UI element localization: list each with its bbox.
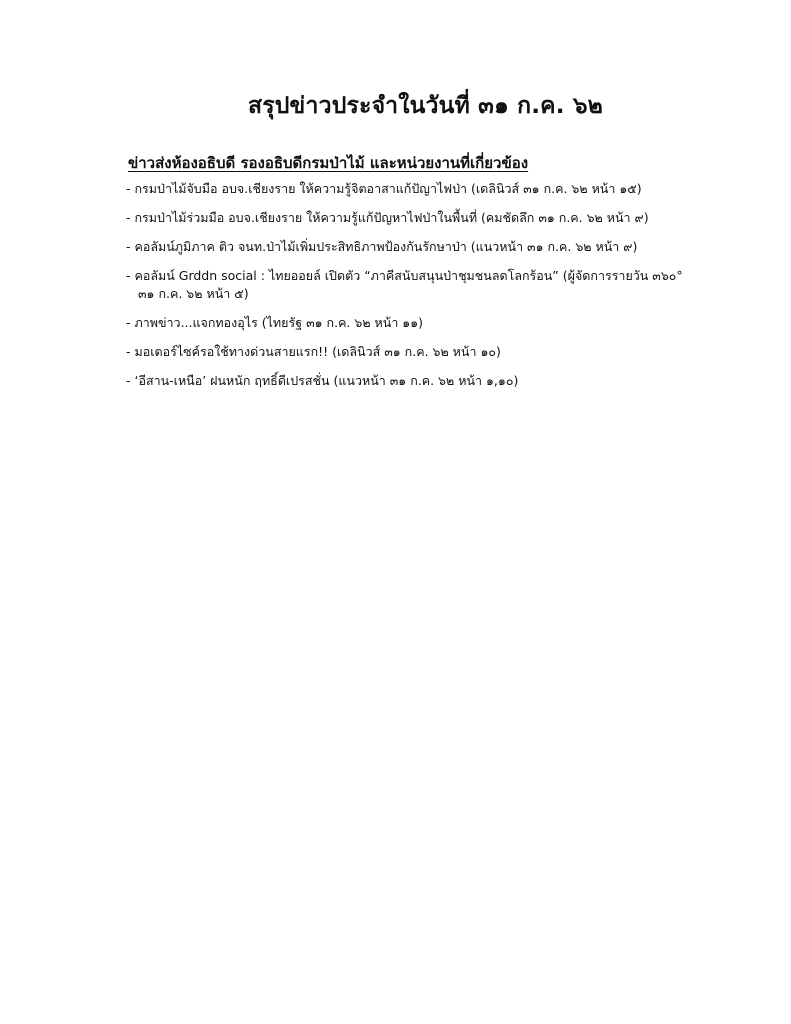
news-item-text: - คอลัมน์ Grddn social : ไทยออยล์ เปิดตัว “ภาคีสนับสนุนป่าชุมชนลดโลกร้อน” (ผู้จัดการรายวัน ๓๖๐° (126, 268, 683, 283)
list-item (126, 343, 686, 361)
news-item-text: - กรมป่าไม้ร่วมมือ อบจ.เชียงราย ให้ความรู้แก้ปัญหาไฟป่าในพื้นที่ (คมชัดลึก ๓๑ ก.ค. ๖๒ หน้า ๙) (126, 210, 649, 225)
section-heading: ข่าวส่งห้องอธิบดี รองอธิบดีกรมป่าไม้ และหน่วยงานที่เกี่ยวข้อง (128, 154, 529, 172)
news-item-text: - มอเตอร์ไซค์รอใช้ทางด่วนสายแรก!! (เดลินิวส์ ๓๑ ก.ค. ๖๒ หน้า ๑๐) (126, 344, 501, 359)
news-item-text-continued: ๓๑ ก.ค. ๖๒ หน้า ๕) (138, 286, 249, 301)
news-item-text: - กรมป่าไม้จับมือ อบจ.เชียงราย ให้ความรู้จิตอาสาแก้ปัญาไฟป่า (เดลินิวส์ ๓๑ ก.ค. ๖๒ หน้า ๑๕) (126, 181, 642, 196)
list-item (126, 209, 686, 227)
news-list (126, 180, 686, 401)
list-item (126, 372, 686, 390)
news-item-text: - คอลัมน์ภูมิภาค ติว จนท.ป่าไม้เพิ่มประสิทธิภาพป้องกันรักษาป่า (แนวหน้า ๓๑ ก.ค. ๖๒ หน้า ๙) (126, 239, 638, 254)
list-item (126, 238, 686, 256)
list-item (126, 180, 686, 198)
page-title: สรุปข่าวประจำในวันที่ ๓๑ ก.ค. ๖๒ (247, 93, 604, 119)
news-item-text: - ‘อีสาน-เหนือ’ ฝนหนัก ฤทธิ์ดีเปรสชั่น (แนวหน้า ๓๑ ก.ค. ๖๒ หน้า ๑,๑๐) (126, 373, 519, 388)
list-item (126, 314, 686, 332)
news-item-text: - ภาพข่าว...แจกทองอุไร (ไทยรัฐ ๓๑ ก.ค. ๖๒ หน้า ๑๑) (126, 315, 424, 330)
list-item (126, 267, 686, 303)
